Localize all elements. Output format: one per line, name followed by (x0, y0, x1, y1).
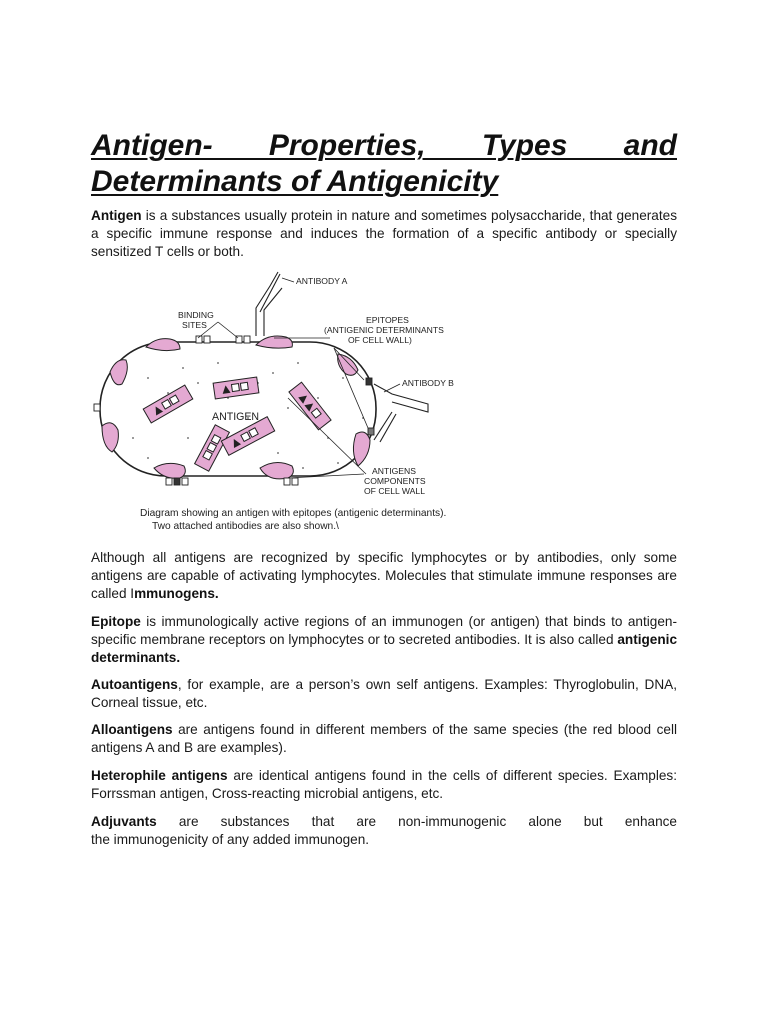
antigen-diagram-svg (88, 268, 478, 540)
label-binding-sites-1: BINDING (178, 310, 214, 320)
label-epitopes-3: OF CELL WALL) (348, 335, 412, 345)
term-adjuvants: Adjuvants (91, 814, 157, 829)
title-line-1: Antigen- Properties, Types and (91, 129, 677, 162)
diagram-caption-line-1: Diagram showing an antigen with epitopes (antigenic determinants). (140, 508, 447, 519)
label-components-1: ANTIGENS (372, 466, 416, 476)
label-antibody-a: ANTIBODY A (296, 276, 348, 286)
adjuvants-text-line-2: the immunogenicity of any added immunogen. (91, 832, 370, 847)
term-immunogens: mmunogens. (134, 586, 219, 601)
intro-text: is a substances usually protein in nature and sometimes polysaccharide, that generates a specific immune response and induces the formation of a specific antibody or specially sensitized T cells or both. (91, 208, 677, 259)
antigen-diagram (88, 268, 478, 540)
label-epitopes-1: EPITOPES (366, 315, 409, 325)
term-alloantigens: Alloantigens (91, 722, 173, 737)
adjuvants-paragraph-line-2 (91, 831, 677, 849)
label-components-3: OF CELL WALL (364, 486, 425, 496)
antibody-a (256, 272, 282, 336)
diagram-caption-line-2: Two attached antibodies are also shown.\ (152, 521, 339, 532)
term-autoantigens: Autoantigens (91, 677, 178, 692)
leader-antibody-a (282, 278, 294, 282)
term-epitope: Epitope (91, 614, 141, 629)
intro-paragraph (91, 207, 677, 261)
alloantigens-text: are antigens found in different members of the same species (the red blood cell antigens A and B are examples). (91, 722, 677, 755)
autoantigens-paragraph (91, 676, 677, 712)
page-title (91, 128, 677, 200)
adjuvants-paragraph-line-1 (91, 813, 677, 831)
label-epitopes-2: (ANTIGENIC DETERMINANTS (324, 325, 444, 335)
leader-antibody-b (384, 384, 400, 392)
term-antigen: Antigen (91, 208, 142, 223)
label-antibody-b: ANTIBODY B (402, 378, 454, 388)
adjuvants-text-line-1: are substances that are non-immunogenic alone but enhance (156, 814, 677, 829)
wall-epitope-patches (102, 336, 370, 479)
title-line-2: Determinants of Antigenicity (91, 165, 499, 198)
label-antigen: ANTIGEN (212, 411, 260, 423)
epitope-text: is immunologically active regions of an immunogen (or antigen) that binds to antigen-specific membrane receptors on lymphocytes or to secreted antibodies. It is also called (91, 614, 677, 647)
antibody-b (374, 384, 428, 442)
heterophile-paragraph (91, 767, 677, 803)
label-components-2: COMPONENTS (364, 476, 426, 486)
epitope-paragraph (91, 613, 677, 667)
immunogens-paragraph (91, 549, 677, 603)
autoantigens-text: , for example, are a person’s own self antigens. Examples: Thyroglobulin, DNA, Corneal tissue, etc. (91, 677, 677, 710)
label-binding-sites-2: SITES (182, 320, 207, 330)
internal-antigen-rods (143, 377, 331, 471)
immunogens-text: Although all antigens are recognized by specific lymphocytes or by antibodies, only some antigens are capable of activating lymphocytes. Molecules that stimulate immune responses are called I (91, 550, 677, 601)
antigen-cell-outline (100, 342, 376, 476)
term-antigenic-determinants: antigenic determinants. (91, 632, 677, 665)
term-heterophile-antigens: Heterophile antigens (91, 768, 228, 783)
alloantigens-paragraph (91, 721, 677, 757)
heterophile-text: are identical antigens found in the cells of different species. Examples: Forrssman antigen, Cross-reacting microbial antigens, etc. (91, 768, 677, 801)
